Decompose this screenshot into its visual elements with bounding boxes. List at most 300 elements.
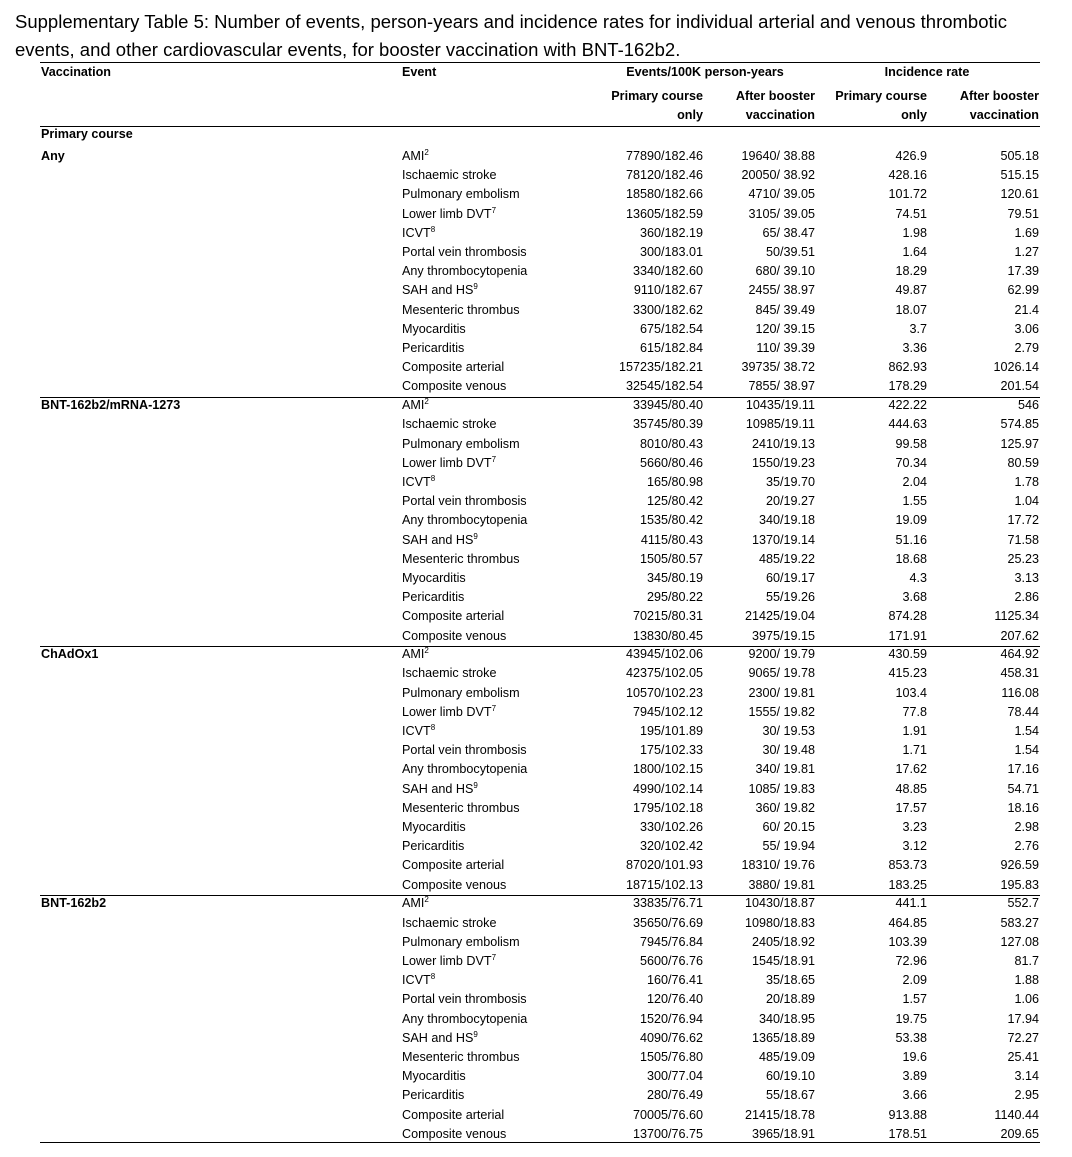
event-name-cell [402,301,520,320]
incidence-booster-cell: 80.59 [1007,455,1039,470]
incidence-primary-cell: 2.04 [902,474,927,489]
events-primary-cell: 675/182.54 [639,321,703,336]
section-label: Primary course [41,127,133,141]
incidence-booster-cell: 195.83 [1000,877,1039,892]
events-primary-cell: 295/80.22 [646,590,703,605]
events-primary-cell: 35745/80.39 [632,417,703,432]
events-primary-cell: 33835/76.71 [632,896,703,911]
incidence-primary-cell: 426.9 [895,149,927,163]
events-primary-cell: 7945/102.12 [632,704,703,719]
events-booster-cell: 20/18.89 [765,992,815,1007]
incidence-booster-cell: 72.27 [1007,1030,1039,1045]
incidence-primary-cell: 17.57 [895,800,927,815]
incidence-booster-cell: 81.7 [1014,953,1039,968]
footnote-marker: 2 [424,646,429,656]
incidence-primary-cell: 49.87 [895,283,927,298]
event-name-cell [402,243,527,262]
event-name-cell [402,703,496,722]
footnote-marker: 8 [430,473,436,483]
footnote-marker: 8 [430,224,436,234]
incidence-booster-cell: 1.54 [1014,724,1039,738]
event-name-cell [402,531,478,550]
event-name: Ischaemic stroke [402,417,497,432]
incidence-primary-cell: 1.91 [902,724,927,738]
incidence-primary-cell: 464.85 [888,915,927,930]
event-name-cell [402,990,527,1009]
header-events-per-person-years: Events/100K person-years [626,65,784,79]
event-name-cell [402,1067,466,1086]
incidence-booster-cell: 1.54 [1014,743,1039,758]
events-primary-cell: 615/182.84 [639,341,703,355]
event-name: Composite venous [402,628,507,643]
incidence-primary-cell: 19.09 [895,513,927,528]
event-name-cell [402,645,429,664]
event-name-cell [402,262,527,281]
event-name: Any thrombocytopenia [402,1011,528,1026]
events-primary-cell: 77890/182.46 [625,149,703,163]
incidence-booster-cell: 3.14 [1014,1069,1039,1084]
events-booster-cell: 21425/19.04 [744,609,815,624]
events-primary-cell: 330/102.26 [639,820,703,834]
event-name: Portal vein thrombosis [402,494,527,509]
incidence-booster-cell: 574.85 [1000,417,1039,432]
incidence-primary-cell: 1.98 [902,225,927,240]
incidence-primary-cell: 53.38 [895,1030,927,1045]
footnote-marker: 8 [430,723,436,732]
event-name-cell [402,876,506,895]
incidence-booster-cell: 2.79 [1014,341,1039,355]
events-primary-cell: 42375/102.05 [625,666,703,681]
events-primary-cell: 33945/80.40 [632,398,703,413]
events-booster-cell: 55/ 19.94 [762,839,815,854]
event-name-cell [402,1029,478,1048]
events-primary-cell: 13830/80.45 [632,628,703,643]
event-name: Mesenteric thrombus [402,800,520,815]
event-name-cell [402,435,520,454]
incidence-booster-cell: 125.97 [1000,436,1039,451]
incidence-booster-cell: 25.23 [1007,551,1039,566]
events-primary-cell: 18715/102.13 [625,877,703,892]
event-name-cell [402,856,504,875]
event-name-cell [402,914,496,933]
events-booster-cell: 680/ 39.10 [755,264,815,279]
events-primary-cell: 43945/102.06 [625,647,703,662]
event-name-cell [402,952,496,971]
event-name-cell [402,511,527,530]
event-name: Portal vein thrombosis [402,992,527,1007]
event-name: Mesenteric thrombus [402,551,520,566]
event-name-cell [402,205,496,224]
event-name: Lower limb DVT [402,455,492,470]
event-name-cell [402,415,496,434]
incidence-primary-cell: 422.22 [888,398,927,413]
bottom-rule [40,1142,1040,1143]
incidence-primary-cell: 3.7 [909,321,927,336]
events-primary-cell: 125/80.42 [646,494,703,509]
incidence-primary-cell: 72.96 [895,953,927,968]
event-name: Composite venous [402,877,507,892]
events-booster-cell: 340/ 19.81 [755,762,815,777]
header-rule [40,126,1040,127]
event-name: Pericarditis [402,590,465,605]
events-booster-cell: 10430/18.87 [744,896,815,911]
incidence-booster-cell: 2.76 [1014,839,1039,854]
event-name-cell [402,147,429,166]
incidence-booster-cell: 209.65 [1000,1126,1039,1141]
events-primary-cell: 8010/80.43 [639,436,703,451]
event-name: Pulmonary embolism [402,187,520,202]
event-name: Myocarditis [402,1069,466,1084]
incidence-primary-cell: 853.73 [888,858,927,873]
events-primary-cell: 1520/76.94 [639,1011,703,1026]
events-primary-cell: 360/182.19 [639,225,703,240]
incidence-primary-cell: 3.66 [902,1088,927,1103]
event-name-cell [402,454,496,473]
incidence-primary-cell: 19.75 [895,1011,927,1026]
incidence-primary-cell: 3.89 [902,1069,927,1084]
event-name: Ischaemic stroke [402,666,497,681]
event-name: AMI [402,149,425,163]
footnote-marker: 7 [491,454,497,464]
events-booster-cell: 50/39.51 [765,245,815,259]
event-name-cell [402,722,435,741]
incidence-booster-cell: 2.98 [1014,820,1039,834]
events-booster-cell: 110/ 39.39 [756,341,815,355]
events-booster-cell: 3975/19.15 [751,628,815,643]
event-name: Lower limb DVT [402,206,492,221]
events-booster-cell: 120/ 39.15 [755,321,815,336]
event-name: Lower limb DVT [402,953,492,968]
events-primary-cell: 1505/80.57 [639,551,703,566]
incidence-primary-cell: 74.51 [895,206,927,221]
event-name-cell [402,588,464,607]
event-name-cell [402,894,429,913]
events-booster-cell: 2455/ 38.97 [748,283,815,298]
incidence-booster-cell: 79.51 [1007,206,1039,221]
group-label: BNT-162b2 [41,896,107,911]
events-booster-cell: 65/ 38.47 [762,225,815,240]
incidence-booster-cell: 583.27 [1000,915,1039,930]
event-name: Composite arterial [402,609,505,624]
incidence-booster-cell: 71.58 [1007,532,1039,547]
incidence-primary-cell: 4.3 [909,570,927,585]
events-primary-cell: 165/80.98 [646,474,703,489]
events-primary-cell: 345/80.19 [646,570,703,585]
event-name: Mesenteric thrombus [402,302,520,317]
event-name: ICVT [402,973,431,988]
incidence-booster-cell: 2.95 [1014,1088,1039,1103]
events-primary-cell: 300/77.04 [646,1069,703,1084]
event-name: Ischaemic stroke [402,168,497,183]
table-title: Supplementary Table 5: Number of events, person-years and incidence rates for individual arterial and venous thrombotic events, and other cardiovascular events, for booster vaccination with BNT-162b2. [15,11,1008,60]
incidence-booster-cell: 17.94 [1007,1011,1039,1026]
event-name: Portal vein thrombosis [402,743,527,758]
incidence-booster-cell: 78.44 [1007,704,1039,719]
incidence-booster-cell: 546 [1017,398,1039,413]
incidence-primary-cell: 430.59 [888,647,927,662]
footnote-marker: 2 [424,397,429,407]
event-name-cell [402,1106,504,1125]
event-name-cell [402,684,520,703]
event-name-cell [402,1010,527,1029]
events-primary-cell: 35650/76.69 [632,915,703,930]
incidence-primary-cell: 183.25 [888,877,927,892]
incidence-primary-cell: 441.1 [895,896,927,911]
incidence-booster-cell: 1026.14 [993,360,1039,375]
event-name-cell [402,224,435,243]
incidence-booster-cell: 1.69 [1014,225,1039,240]
events-primary-cell: 3300/182.62 [632,302,703,317]
event-name-cell [402,818,466,837]
events-booster-cell: 20/19.27 [765,494,815,509]
events-booster-cell: 3880/ 19.81 [748,877,815,892]
incidence-primary-cell: 3.23 [902,820,927,834]
events-booster-cell: 1370/19.14 [751,532,815,547]
event-name-cell [402,607,504,626]
event-name: SAH and HS [402,283,474,298]
incidence-booster-cell: 25.41 [1007,1049,1039,1064]
events-booster-cell: 340/19.18 [758,513,815,528]
event-name-cell [402,780,478,799]
footnote-marker: 7 [491,952,497,962]
events-primary-cell: 4090/76.62 [639,1030,703,1045]
events-booster-cell: 485/19.22 [758,551,815,566]
events-booster-cell: 360/ 19.82 [755,800,815,815]
event-name: SAH and HS [402,532,474,547]
event-name: Myocarditis [402,570,466,585]
events-booster-cell: 60/19.10 [765,1069,815,1084]
event-name: Any thrombocytopenia [402,264,528,279]
incidence-booster-cell: 116.08 [1001,685,1039,700]
incidence-primary-cell: 48.85 [895,781,927,796]
incidence-primary-cell: 874.28 [888,609,927,624]
event-name-cell [402,741,527,760]
incidence-primary-cell: 1.55 [902,494,927,509]
footnote-marker: 7 [491,703,497,713]
events-primary-cell: 13605/182.59 [625,206,703,221]
footnote-marker: 9 [473,1029,478,1039]
incidence-primary-cell: 103.4 [895,685,927,700]
events-booster-cell: 3965/18.91 [751,1126,815,1141]
incidence-booster-cell: 1.06 [1014,992,1039,1007]
events-booster-cell: 60/19.17 [765,570,815,585]
footnote-marker: 2 [424,895,429,905]
events-primary-cell: 4115/80.43 [640,532,703,547]
incidence-primary-cell: 913.88 [888,1107,927,1122]
incidence-booster-cell: 1.88 [1014,973,1039,988]
event-name: Mesenteric thrombus [402,1049,520,1064]
events-booster-cell: 39735/ 38.72 [741,360,815,375]
events-booster-cell: 1365/18.89 [751,1030,815,1045]
footnote-marker: 9 [473,780,478,790]
event-name-cell [402,971,435,990]
incidence-primary-cell: 51.16 [895,532,927,547]
event-name: Pericarditis [402,839,465,854]
incidence-booster-cell: 120.61 [1000,187,1039,202]
event-name-cell [402,492,527,511]
incidence-booster-cell: 18.16 [1007,800,1039,815]
event-name: Composite arterial [402,1107,505,1122]
incidence-booster-cell: 17.39 [1007,264,1039,279]
events-primary-cell: 300/183.01 [639,245,703,259]
event-name: Pericarditis [402,1088,465,1103]
incidence-booster-cell: 2.86 [1014,590,1039,605]
events-primary-cell: 1535/80.42 [639,513,703,528]
events-booster-cell: 485/19.09 [758,1049,815,1064]
incidence-primary-cell: 415.23 [888,666,927,681]
event-name: ICVT [402,474,431,489]
events-booster-cell: 30/ 19.48 [762,743,815,758]
footnote-marker: 8 [430,972,436,982]
event-name-cell [402,933,520,952]
header-incidence-booster-line2: vaccination [969,108,1039,122]
incidence-booster-cell: 1.04 [1014,494,1039,509]
event-name-cell [402,837,464,856]
incidence-booster-cell: 3.13 [1014,570,1039,585]
events-primary-cell: 9110/182.67 [633,283,703,298]
events-booster-cell: 7855/ 38.97 [748,379,815,394]
incidence-primary-cell: 101.72 [888,187,927,202]
incidence-booster-cell: 464.92 [1000,647,1039,662]
event-name-cell [402,358,504,377]
events-booster-cell: 55/19.26 [765,590,815,605]
incidence-booster-cell: 505.18 [1000,149,1039,163]
events-primary-cell: 13700/76.75 [632,1126,703,1141]
event-name: AMI [402,896,425,911]
events-booster-cell: 21415/18.78 [744,1107,815,1122]
events-booster-cell: 35/19.70 [765,474,815,489]
event-name: SAH and HS [402,781,474,796]
events-primary-cell: 175/102.33 [639,743,703,758]
event-name-cell [402,1125,506,1144]
event-name-cell [402,166,496,185]
event-name: Pulmonary embolism [402,436,520,451]
incidence-primary-cell: 2.09 [902,973,927,988]
event-name-cell [402,320,466,339]
events-booster-cell: 845/ 39.49 [755,302,815,317]
events-booster-cell: 1545/18.91 [751,953,815,968]
events-booster-cell: 9065/ 19.78 [748,666,815,681]
incidence-primary-cell: 18.07 [895,302,927,317]
event-name-cell [402,664,496,683]
event-name: Any thrombocytopenia [402,513,528,528]
events-primary-cell: 18580/182.66 [625,187,703,202]
event-name: ICVT [402,724,431,738]
event-name-cell [402,473,435,492]
events-primary-cell: 70005/76.60 [632,1107,703,1122]
events-booster-cell: 10980/18.83 [744,915,815,930]
incidence-primary-cell: 1.64 [902,245,927,259]
events-booster-cell: 10435/19.11 [745,398,815,413]
incidence-primary-cell: 19.6 [902,1049,927,1064]
event-name: Composite venous [402,1126,507,1141]
events-primary-cell: 280/76.49 [646,1088,703,1103]
events-primary-cell: 32545/182.54 [625,379,703,394]
event-name: AMI [402,647,425,662]
incidence-primary-cell: 428.16 [888,168,927,183]
events-booster-cell: 60/ 20.15 [762,820,815,834]
event-name: Composite venous [402,379,507,394]
header-vaccination: Vaccination [41,65,111,79]
events-booster-cell: 4710/ 39.05 [748,187,815,202]
header-events-primary-line2: only [677,108,703,122]
incidence-booster-cell: 1.78 [1014,474,1039,489]
header-incidence-primary-line1: Primary course [835,89,927,103]
events-booster-cell: 2410/19.13 [751,436,815,451]
events-booster-cell: 30/ 19.53 [762,724,815,738]
event-name-cell [402,339,464,358]
incidence-primary-cell: 171.91 [888,628,927,643]
incidence-primary-cell: 18.29 [895,264,927,279]
incidence-booster-cell: 926.59 [1000,858,1039,873]
event-name-cell [402,760,527,779]
footnote-marker: 9 [473,282,478,292]
incidence-booster-cell: 552.7 [1007,896,1039,911]
event-name: Myocarditis [402,321,466,336]
event-name: SAH and HS [402,1030,474,1045]
incidence-booster-cell: 3.06 [1014,321,1039,336]
incidence-booster-cell: 17.72 [1007,513,1039,528]
header-events-primary-line1: Primary course [611,89,703,103]
event-name: Ischaemic stroke [402,915,497,930]
header-events-booster-line1: After booster [735,89,815,103]
incidence-primary-cell: 99.58 [895,436,927,451]
event-name-cell [402,1048,520,1067]
incidence-primary-cell: 3.36 [902,341,927,355]
event-name: Portal vein thrombosis [402,245,527,259]
event-name: Pericarditis [402,341,465,355]
incidence-booster-cell: 207.62 [1000,628,1039,643]
incidence-booster-cell: 1140.44 [994,1107,1039,1122]
events-primary-cell: 3340/182.60 [632,264,703,279]
events-booster-cell: 18310/ 19.76 [741,858,815,873]
events-booster-cell: 10985/19.11 [745,417,815,432]
events-primary-cell: 157235/182.21 [618,360,703,375]
incidence-primary-cell: 17.62 [895,762,927,777]
event-name-cell [402,1086,464,1105]
event-name-cell [402,627,506,646]
events-primary-cell: 120/76.40 [646,992,703,1007]
events-booster-cell: 1555/ 19.82 [748,704,815,719]
incidence-booster-cell: 54.71 [1007,781,1039,796]
header-incidence-booster-line1: After booster [959,89,1039,103]
event-name-cell [402,569,466,588]
incidence-primary-cell: 178.51 [888,1126,927,1141]
event-name-cell [402,377,506,396]
footnote-marker: 2 [424,148,429,157]
group-label: BNT-162b2/mRNA-1273 [41,398,181,413]
event-name: Myocarditis [402,820,466,834]
incidence-primary-cell: 70.34 [895,455,927,470]
events-booster-cell: 2300/ 19.81 [748,685,815,700]
events-booster-cell: 3105/ 39.05 [748,206,815,221]
footnote-marker: 9 [473,531,478,541]
events-primary-cell: 160/76.41 [646,973,703,988]
events-booster-cell: 55/18.67 [765,1088,815,1103]
events-booster-cell: 2405/18.92 [751,934,815,949]
events-booster-cell: 9200/ 19.79 [748,647,815,662]
incidence-primary-cell: 444.63 [888,417,927,432]
events-primary-cell: 1505/76.80 [639,1049,703,1064]
group-label: Any [41,149,65,163]
incidence-primary-cell: 103.39 [888,934,927,949]
event-name-cell [402,550,520,569]
incidence-booster-cell: 515.15 [1000,168,1039,183]
incidence-booster-cell: 458.31 [1000,666,1039,681]
events-booster-cell: 19640/ 38.88 [741,149,815,163]
incidence-primary-cell: 77.8 [902,704,927,719]
events-booster-cell: 35/18.65 [765,973,815,988]
